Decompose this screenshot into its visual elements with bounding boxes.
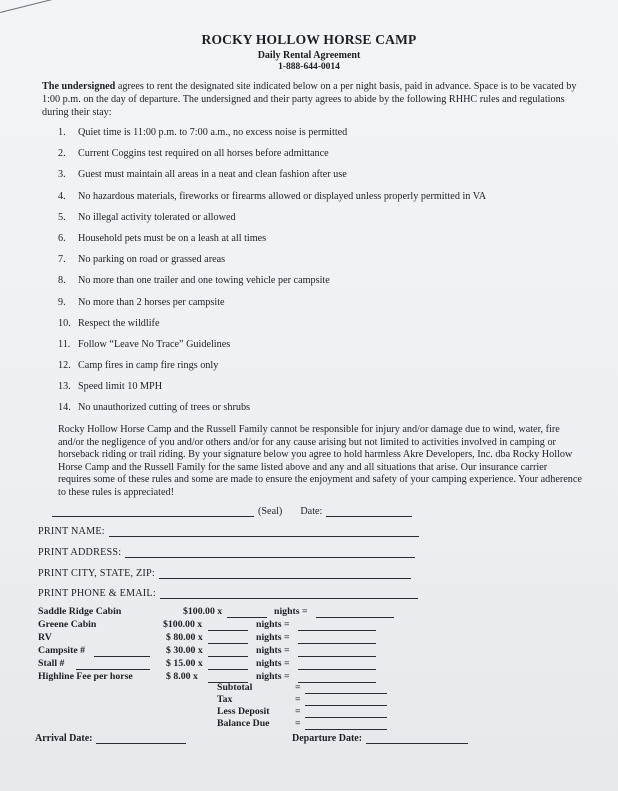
liability-disclaimer: Rocky Hollow Horse Camp and the Russell Family cannot be responsible for injury and/or damage due to wind, water, fire and/or the negligence of you and/or others and/or for any cause arising but not limited to activities involved in camping or horseback riding or trail riding. By your signature below you agree to hold harmless Akre Developers, Inc. dba Rocky Hollow Horse Camp and the Russell Family for the same listed above and any and all situations that arise. Our insurance carrier requires some of these rules and some are made to ensure the enjoyment and safety of your camping experience. Your adherence to these rules is appreciated!	[58, 424, 582, 498]
print-name-line[interactable]	[109, 525, 419, 537]
fee-row-rv: RV $ 80.00 x nights =	[38, 632, 52, 643]
departure-label: Departure Date:	[292, 733, 363, 744]
rule-item: 6. Household pets must be on a leash at all times	[58, 232, 267, 244]
document-subtitle: Daily Rental Agreement	[257, 50, 361, 61]
print-name-field	[38, 525, 419, 537]
rule-item: 2. Current Coggins test required on all horses before admittance	[58, 148, 329, 160]
rule-item: 10. Respect the wildlife	[58, 317, 160, 329]
print-name-label: PRINT NAME:	[38, 526, 105, 537]
contact-phone: 1-888-644-0014	[278, 62, 340, 72]
rule-item: 1. Quiet time is 11:00 p.m. to 7:00 a.m., no excess noise is permitted	[58, 127, 348, 138]
amount-line[interactable]	[298, 632, 376, 644]
date-line[interactable]	[326, 505, 412, 517]
rule-item: 13. Speed limit 10 MPH	[58, 381, 163, 393]
print-city-field	[38, 567, 411, 579]
document-header	[0, 32, 618, 72]
fee-row-stall: Stall # $ 15.00 x nights =	[38, 658, 64, 669]
balance-row: Balance Due =	[217, 718, 270, 729]
print-phone-email-line[interactable]	[160, 587, 418, 599]
fee-row-campsite: Campsite # $ 30.00 x nights =	[38, 645, 85, 656]
signature-line[interactable]	[52, 505, 254, 517]
nights-line[interactable]	[208, 619, 248, 631]
rule-item: 11. Follow “Leave No Trace” Guidelines	[58, 338, 231, 350]
arrival-label: Arrival Date:	[35, 733, 93, 744]
departure-line[interactable]	[366, 732, 468, 744]
subtotal-row: Subtotal =	[217, 682, 252, 693]
fee-row-highline: Highline Fee per horse $ 8.00 x nights =	[38, 671, 133, 682]
nights-line[interactable]	[208, 632, 248, 644]
departure-field	[292, 732, 468, 744]
tax-line[interactable]	[305, 694, 387, 706]
fee-row-saddle-ridge: Saddle Ridge Cabin $100.00 x nights =	[38, 606, 121, 617]
deposit-row: Less Deposit =	[217, 706, 270, 717]
amount-line[interactable]	[298, 658, 376, 670]
rule-item: 12. Camp fires in camp fire rings only	[58, 360, 219, 372]
rule-item: 9. No more than 2 horses per campsite	[58, 296, 225, 308]
rule-item: 7. No parking on road or grassed areas	[58, 254, 226, 266]
nights-line[interactable]	[227, 606, 267, 618]
intro-lead: The undersigned	[42, 81, 116, 92]
nights-line[interactable]	[208, 658, 248, 670]
deposit-line[interactable]	[305, 706, 387, 718]
rule-item: 5. No illegal activity tolerated or allowed	[58, 211, 236, 223]
print-address-label: PRINT ADDRESS:	[38, 547, 122, 558]
document-title: ROCKY HOLLOW HORSE CAMP	[201, 32, 417, 47]
amount-line[interactable]	[316, 606, 394, 618]
rule-item: 3. Guest must maintain all areas in a neat and clean fashion after use	[58, 169, 347, 181]
tax-row: Tax =	[217, 694, 232, 705]
arrival-line[interactable]	[96, 732, 186, 744]
rule-item: 14. No unauthorized cutting of trees or shrubs	[58, 402, 251, 414]
stall-number-line[interactable]	[76, 658, 150, 670]
print-phone-email-field	[38, 587, 418, 599]
nights-line[interactable]	[208, 645, 248, 657]
campsite-number-line[interactable]	[94, 645, 150, 657]
print-city-label: PRINT CITY, STATE, ZIP:	[38, 568, 155, 579]
balance-line[interactable]	[305, 718, 387, 730]
rules-list	[58, 126, 578, 423]
subtotal-line[interactable]	[305, 682, 387, 694]
print-phone-email-label: PRINT PHONE & EMAIL:	[38, 588, 156, 599]
signature-row	[52, 505, 412, 517]
rule-item: 4. No hazardous materials, fireworks or firearms allowed or displayed unless properly permitted in VA	[58, 190, 487, 202]
amount-line[interactable]	[298, 645, 376, 657]
date-label: Date:	[300, 506, 323, 517]
seal-label: (Seal)	[258, 506, 283, 517]
intro-text: agrees to rent the designated site indicated below on a per night basis, paid in advance. Space is to be vacated by 1:00 p.m. on the day of departure. The undersigned and their party agrees to abide by the following RHHC rules and regulations during their stay:	[42, 81, 577, 118]
fee-row-greene: Greene Cabin $100.00 x nights =	[38, 619, 96, 630]
print-address-line[interactable]	[125, 546, 415, 558]
arrival-field	[35, 732, 186, 744]
intro-paragraph	[42, 80, 587, 119]
print-address-field	[38, 546, 415, 558]
print-city-line[interactable]	[159, 567, 411, 579]
amount-line[interactable]	[298, 619, 376, 631]
rule-item: 8. No more than one trailer and one towing vehicle per campsite	[58, 275, 330, 287]
